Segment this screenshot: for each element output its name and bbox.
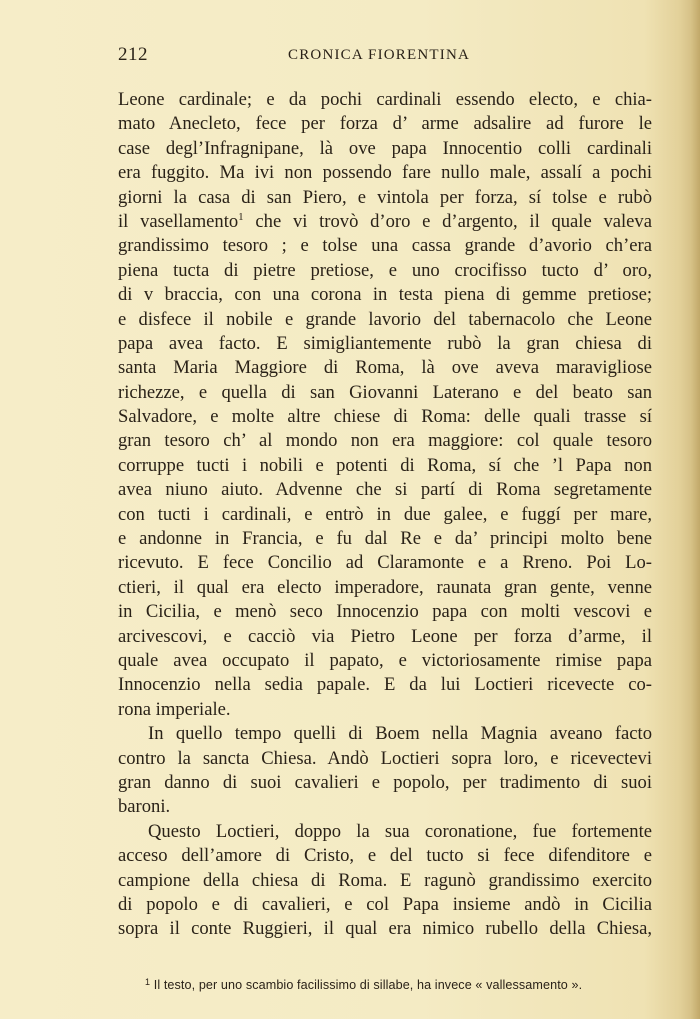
text-line: Salvadore, e molte altre chiese di Roma: delle quali trasse sí [118, 406, 652, 428]
text-line: contro la sancta Chiesa. Andò Loctieri sopra loro, e ricevectevi [118, 747, 652, 769]
text-line: baroni. [118, 796, 171, 818]
text-line: rona imperiale. [118, 698, 231, 720]
text-line: era fuggito. Ma ivi non possendo fare nullo male, assalí a pochi [118, 162, 652, 184]
text-line: papa avea facto. E simigliantemente rubò la gran chiesa di [118, 332, 652, 354]
text-line: ricevuto. E fece Concilio ad Claramonte e a Rreno. Poi Lo- [118, 552, 652, 574]
text-line: ctieri, il qual era electo imperadore, raunata gran gente, venne [118, 576, 652, 598]
text-line: acceso dell’amore di Cristo, e del tucto si fece difenditore e [118, 845, 652, 867]
text-line: gran danno di suoi cavalieri e popolo, per tradimento di suoi [118, 771, 652, 793]
text-line: sopra il conte Ruggieri, il qual era nimico rubello della Chiesa, [118, 918, 652, 940]
text-line: in Cicilia, e menò seco Innocenzio papa con molti vescovi e [118, 601, 652, 623]
footnote-reference: 1 [238, 210, 244, 223]
text-line: di popolo e di cavalieri, e col Papa insieme andò in Cicilia [118, 893, 652, 915]
footnote-marker: 1 [145, 977, 151, 987]
text-line: e disfece il nobile e grande lavorio del tabernacolo che Leone [118, 308, 652, 330]
text-line: santa Maria Maggiore di Roma, là ove aveva maravigliose [118, 357, 652, 379]
running-head [118, 44, 652, 72]
text-line: corruppe tucti i nobili e potenti di Roma, sí che ’l Papa non [118, 454, 652, 476]
text-line: con tucti i cardinali, e entrò in due galee, e fuggí per mare, [118, 503, 652, 525]
text-line: Leone cardinale; e da pochi cardinali essendo electo, e chia- [118, 89, 652, 110]
text-line: piena tucta di pietre pretiose, e uno crocifisso tucto d’ oro, [118, 259, 652, 281]
text-line: avea niuno aiuto. Advenne che si partí di Roma segretamente [118, 479, 652, 501]
text-segment: che vi trovò d’oro e d’argento, il quale valeva [255, 210, 652, 232]
footnote-text: Il testo, per uno scambio facilissimo di sillabe, ha invece « vallessamento ». [153, 978, 583, 992]
text-line: In quello tempo quelli di Boem nella Magnia aveano facto [148, 723, 652, 745]
text-line: arcivescovi, e cacciò via Pietro Leone per forza d’arme, il [118, 625, 652, 647]
text-segment: il vasellamento [118, 210, 239, 232]
text-line: campione della chiesa di Roma. E ragunò grandissimo exercito [118, 869, 652, 891]
text-line: gran tesoro ch’ al mondo non era maggiore: col quale tesoro [118, 430, 652, 452]
text-line: Questo Loctieri, doppo la sua coronatione, fue fortemente [148, 820, 652, 842]
text-line: grandissimo tesoro ; e tolse una cassa grande d’avorio ch’era [118, 235, 652, 257]
text-line: di v braccia, con una corona in testa piena di gemme pretiose; [118, 284, 652, 306]
page-edge-shadow [690, 0, 700, 1019]
text-line: case degl’Infragnipane, là ove papa Innocentio colli cardinali [118, 137, 652, 159]
text-line: richezze, e quella di san Giovanni Laterano e del beato san [118, 381, 652, 403]
text-line-with-footnote [118, 210, 652, 234]
text-line: quale avea occupato il papato, e victoriosamente rimise papa [118, 649, 652, 671]
text-line: mato Anecleto, fece per forza d’ arme adsalire ad furore le [118, 113, 652, 135]
text-line: Innocenzio nella sedia papale. E da lui Loctieri ricevecte co- [118, 674, 652, 696]
text-line: giorni la casa di san Piero, e vintola per forza, sí tolse e rubò [118, 186, 652, 208]
running-title: CRONICA FIORENTINA [288, 47, 471, 63]
body-text [118, 88, 652, 942]
text-line: e andonne in Francia, e fu dal Re e da’ principi molto bene [118, 528, 652, 550]
footnote [145, 978, 653, 992]
page-number: 212 [118, 44, 148, 65]
